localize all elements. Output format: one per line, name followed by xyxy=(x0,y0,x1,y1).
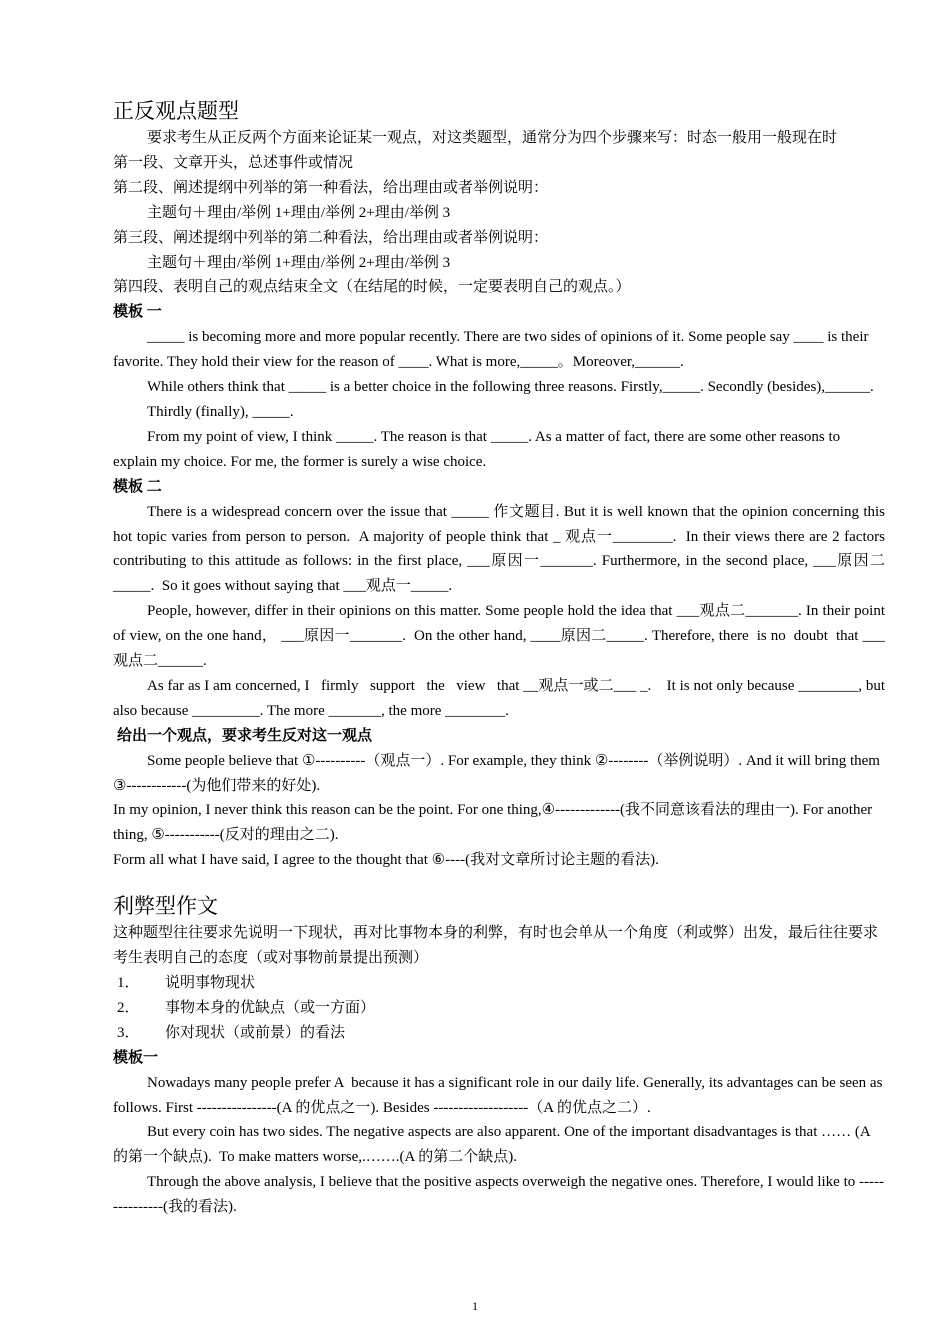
step-formula: 主题句＋理由/举例 1+理由/举例 2+理由/举例 3 xyxy=(147,204,451,221)
section-intro: 要求考生从正反两个方面来论证某一观点，对这类题型，通常分为四个步骤来写：时态一般用一般现在时 xyxy=(147,130,838,146)
step-paragraph: 第四段、表明自己的观点结束全文（在结尾的时候，一定要表明自己的观点。） xyxy=(113,279,631,296)
template-paragraph: Through the above analysis, I believe that the positive aspects overweigh the negative ones. Therefore, I would like to ---------------(我的看法). xyxy=(113,1174,884,1216)
list-number: 1． xyxy=(117,975,140,991)
list-text: 你对现状（或前景）的看法 xyxy=(165,1024,346,1041)
list-text: 说明事物现状 xyxy=(165,975,256,991)
template-label: 模板一 xyxy=(113,1049,159,1066)
template-paragraph: People, however, differ in their opinions on this matter. Some people hold the idea that ___观点二_______. In their point of view, on the one hand， ___原因一_______. On the other hand, ____原因二_____. Therefore, there is no doubt that ___观点二______. xyxy=(113,603,889,670)
step-formula: 主题句＋理由/举例 1+理由/举例 2+理由/举例 3 xyxy=(147,254,451,271)
template-paragraph: In my opinion, I never think this reason can be the point. For one thing,④-------------(我不同意该看法的理由一). For another thing, ⑤-----------(反对的理由之二). xyxy=(113,802,876,844)
list-number: 3． xyxy=(117,1024,140,1041)
list-item xyxy=(113,971,885,996)
template-paragraph: _____ is becoming more and more popular recently. There are two sides of opinions of it. Some people say ____ is their favorite. They hold their view for the reason of ____. What is more,_____。Moreover,______. xyxy=(113,329,873,371)
section-title-advantages-disadvantages: 利弊型作文 xyxy=(113,894,218,919)
template-paragraph: But every coin has two sides. The negative aspects are also apparent. One of the important disadvantages is that …… (A 的第一个缺点). To make matters worse,.…….(A 的第二个缺点). xyxy=(113,1124,874,1166)
section-title-pros-cons: 正反观点题型 xyxy=(113,99,239,123)
step-paragraph: 第一段、文章开头，总述事件或情况 xyxy=(113,154,354,171)
document-body xyxy=(113,96,889,1220)
template-paragraph: While others think that _____ is a better choice in the following three reasons. Firstly,_____. Secondly (besides),______. Thirdly (finally), _____. xyxy=(147,379,878,420)
template-label: 给出一个观点，要求考生反对这一观点 xyxy=(117,727,373,744)
template-paragraph: From my point of view, I think _____. The reason is that _____. As a matter of fact, there are some other reasons to explain my choice. For me, the former is surely a wise choice. xyxy=(113,428,844,470)
template-paragraph: Form all what I have said, I agree to the thought that ⑥----(我对文章所讨论主题的看法). xyxy=(113,852,659,869)
page-number: 1 xyxy=(472,1299,478,1313)
list-text: 事物本身的优缺点（或一方面） xyxy=(165,999,376,1016)
template-paragraph: Some people believe that ①----------（观点一）. For example, they think ②--------（举例说明）. And it will bring them ③------------(为他们带来的好处). xyxy=(113,752,884,794)
template-label: 模板 一 xyxy=(113,304,162,321)
template-label: 模板 二 xyxy=(113,478,162,495)
step-paragraph: 第三段、阐述提纲中列举的第二种看法，给出理由或者举例说明： xyxy=(113,229,549,246)
template-paragraph: Nowadays many people prefer A because it has a significant role in our daily life. Generally, its advantages can be seen as follows. First ----------------(A 的优点之一). Besides -------------------（A 的优点之二）. xyxy=(113,1074,887,1116)
list-item xyxy=(113,996,885,1021)
template-paragraph: There is a widespread concern over the issue that _____ 作文题目. But it is well known that the opinion concerning this hot topic varies from person to person. A majority of people think that _ 观点一________. In their views there are 2 factors contributing to this attitude as follows: in the first place, ___原因一_______. Furthermore, in the second place, ___原因二_____. So it goes without saying that ___观点一_____. xyxy=(113,503,889,595)
step-paragraph: 第二段、阐述提纲中列举的第一种看法，给出理由或者举例说明： xyxy=(113,179,549,196)
list-number: 2． xyxy=(117,999,140,1016)
list-item xyxy=(113,1021,885,1046)
section-intro: 这种题型往往要求先说明一下现状，再对比事物本身的利弊，有时也会单从一个角度（利或弊）出发，最后往往要求考生表明自己的态度（或对事物前景提出预测） xyxy=(113,925,879,967)
template-paragraph: As far as I am concerned, I firmly support the view that __观点一或二___ _. It is not only because ________, but also because _________. The more _______, the more ________. xyxy=(113,677,889,719)
